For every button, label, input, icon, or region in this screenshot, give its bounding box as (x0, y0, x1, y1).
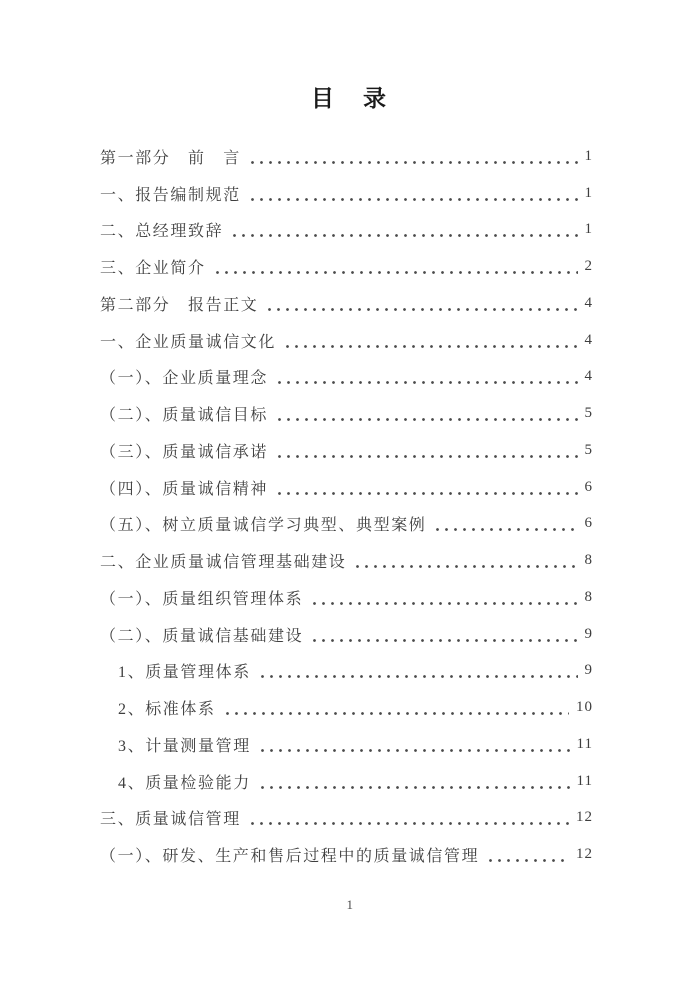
toc-entry[interactable] (100, 763, 593, 800)
toc-entry[interactable] (100, 432, 593, 469)
toc-entry-page: 12 (576, 846, 593, 863)
toc-dot-leader (257, 786, 570, 789)
footer-page-number: 1 (346, 897, 354, 912)
toc-entry-label: 3、计量测量管理 (118, 737, 251, 755)
toc-entry[interactable] (100, 212, 593, 249)
toc-entry-label: （一）、企业质量理念 (100, 370, 269, 388)
toc-entry-page: 1 (584, 184, 593, 201)
toc-dot-leader (309, 639, 577, 642)
toc-entry[interactable] (100, 359, 593, 396)
toc-entry-label: （四）、质量诚信精神 (100, 480, 269, 498)
toc-dot-leader (485, 859, 569, 862)
toc-dot-leader (222, 712, 569, 715)
toc-dot-leader (229, 234, 577, 237)
toc-entry-label: （二）、质量诚信目标 (100, 407, 269, 425)
toc-entry-label: 一、报告编制规范 (100, 186, 241, 204)
toc-list (100, 138, 593, 873)
toc-dot-leader (264, 308, 577, 311)
toc-entry-page: 4 (584, 368, 593, 385)
toc-entry-label: 二、总经理致辞 (100, 223, 224, 241)
page-title: 目 录 (311, 86, 389, 111)
toc-dot-leader (352, 565, 577, 568)
toc-dot-leader (274, 455, 577, 458)
toc-entry-label: （五）、树立质量诚信学习典型、典型案例 (100, 517, 427, 535)
toc-entry[interactable] (100, 726, 593, 763)
toc-entry[interactable] (100, 248, 593, 285)
toc-entry[interactable] (100, 689, 593, 726)
toc-entry[interactable] (100, 542, 593, 579)
toc-entry-page: 11 (576, 735, 593, 752)
toc-entry-label: （二）、质量诚信基础建设 (100, 627, 304, 645)
toc-entry-page: 1 (584, 147, 593, 164)
toc-entry-page: 9 (584, 625, 593, 642)
toc-entry-label: 一、企业质量诚信文化 (100, 333, 277, 351)
toc-entry-page: 5 (584, 405, 593, 422)
toc-dot-leader (274, 492, 577, 495)
toc-entry-page: 2 (584, 258, 593, 275)
toc-dot-leader (274, 381, 577, 384)
toc-entry[interactable] (100, 616, 593, 653)
toc-entry-label: （一）、质量组织管理体系 (100, 590, 304, 608)
toc-dot-leader (247, 198, 578, 201)
toc-entry-label: （一）、研发、生产和售后过程中的质量诚信管理 (100, 848, 480, 866)
toc-entry[interactable] (100, 322, 593, 359)
toc-dot-leader (257, 749, 570, 752)
toc-entry[interactable] (100, 469, 593, 506)
toc-entry[interactable] (100, 285, 593, 322)
toc-entry-page: 10 (576, 699, 593, 716)
toc-entry-label: 三、企业简介 (100, 260, 206, 278)
toc-entry[interactable] (100, 579, 593, 616)
page-footer (0, 897, 700, 913)
toc-entry[interactable] (100, 138, 593, 175)
toc-entry[interactable] (100, 506, 593, 543)
toc-dot-leader (432, 528, 577, 531)
toc-dot-leader (282, 345, 577, 348)
toc-entry-page: 1 (584, 221, 593, 238)
toc-entry-label: 三、质量诚信管理 (100, 811, 241, 829)
toc-entry-label: 第二部分 报告正文 (100, 296, 259, 314)
toc-entry-page: 6 (584, 478, 593, 495)
toc-entry-label: （三）、质量诚信承诺 (100, 443, 269, 461)
toc-entry-label: 4、质量检验能力 (118, 774, 251, 792)
toc-entry-page: 4 (584, 331, 593, 348)
toc-dot-leader (247, 822, 569, 825)
toc-entry[interactable] (100, 395, 593, 432)
toc-entry[interactable] (100, 175, 593, 212)
toc-entry-label: 第一部分 前 言 (100, 149, 241, 167)
toc-entry-page: 6 (584, 515, 593, 532)
toc-entry-label: 1、质量管理体系 (118, 664, 251, 682)
toc-dot-leader (212, 271, 578, 274)
toc-dot-leader (274, 418, 577, 421)
toc-entry-page: 11 (576, 772, 593, 789)
toc-entry-page: 4 (584, 294, 593, 311)
toc-entry[interactable] (100, 800, 593, 837)
toc-entry-label: 二、企业质量诚信管理基础建设 (100, 554, 347, 572)
toc-entry-page: 5 (584, 441, 593, 458)
toc-entry[interactable] (100, 836, 593, 873)
toc-entry-page: 8 (584, 588, 593, 605)
toc-dot-leader (247, 161, 578, 164)
toc-entry-page: 8 (584, 552, 593, 569)
toc-dot-leader (257, 675, 578, 678)
toc-dot-leader (309, 602, 577, 605)
toc-entry-page: 12 (576, 809, 593, 826)
toc-entry-label: 2、标准体系 (118, 701, 216, 719)
toc-entry[interactable] (100, 653, 593, 690)
toc-entry-page: 9 (584, 662, 593, 679)
